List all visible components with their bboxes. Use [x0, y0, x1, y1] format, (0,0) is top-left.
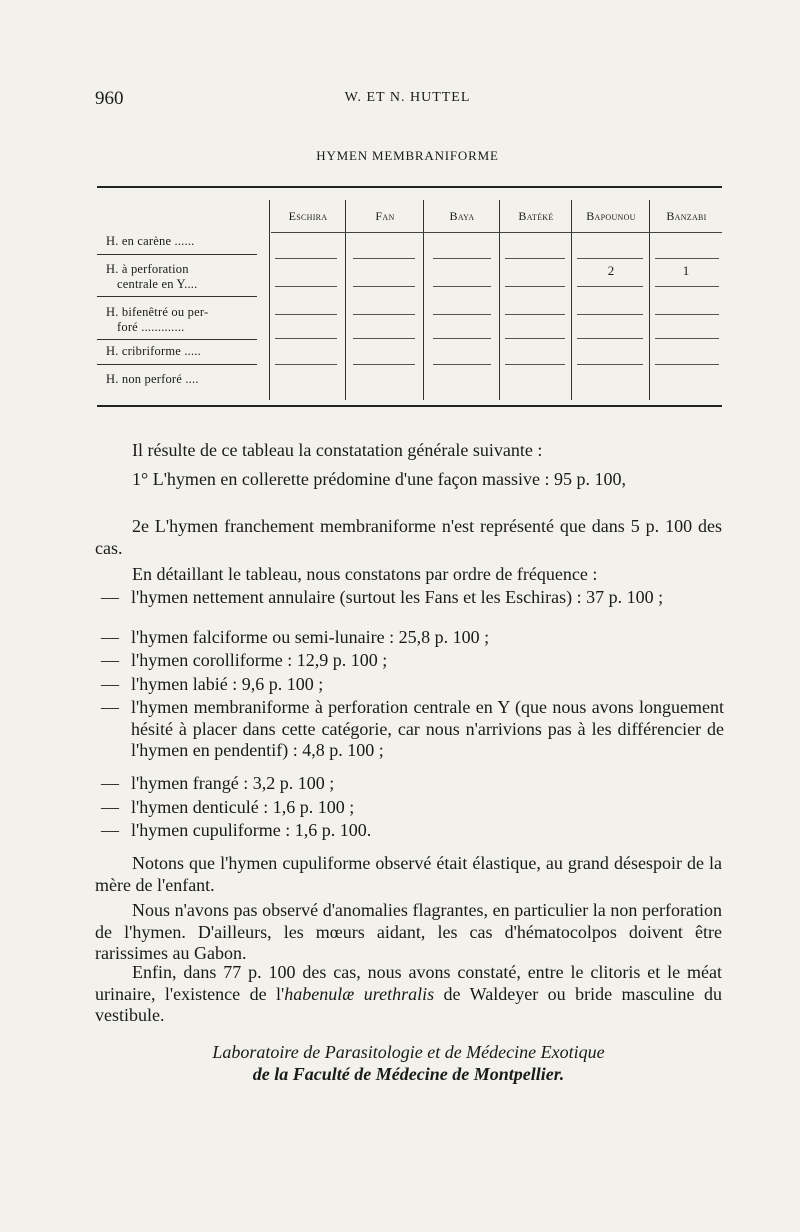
- list-item: [101, 674, 724, 696]
- row-label-perforation-line1: H. à perforation: [106, 262, 189, 276]
- cell-rule: [655, 314, 719, 315]
- cell-rule: [275, 364, 337, 365]
- page-number: 960: [95, 88, 124, 109]
- list-dash: —: [101, 697, 119, 717]
- cell-rule: [577, 286, 643, 287]
- paragraph-7-end: de Waldeyer ou bride masculine du vestibule.: [95, 983, 722, 1025]
- row-label-cribriforme: H. cribriforme .....: [106, 344, 201, 358]
- paragraph-4: En détaillant le tableau, nous constatons par ordre de fréquence :: [132, 564, 598, 584]
- row-label-non-perfore: H. non perforé ....: [106, 372, 199, 386]
- row-separator: [97, 296, 257, 297]
- cell-rule: [433, 314, 491, 315]
- row-label-bifenetre-line2: foré .............: [117, 320, 185, 334]
- list-item-text: l'hymen falciforme ou semi-lunaire : 25,8 p. 100 ;: [131, 627, 490, 647]
- cell-rule: [505, 338, 565, 339]
- column-header: Baya: [449, 209, 475, 223]
- row-separator: [97, 339, 257, 340]
- column-divider: [571, 200, 572, 400]
- table-title: HYMEN MEMBRANIFORME: [316, 148, 499, 163]
- cell-rule: [433, 258, 491, 259]
- column-header: Banzabi: [666, 209, 707, 223]
- column-divider: [423, 200, 424, 400]
- cell-rule: [275, 258, 337, 259]
- cell-rule: [353, 286, 415, 287]
- column-divider: [269, 200, 270, 400]
- table-bottom-rule: [97, 405, 722, 407]
- list-item: [101, 820, 724, 842]
- cell-rule: [655, 364, 719, 365]
- column-header: Bapounou: [586, 209, 636, 223]
- list-dash: —: [101, 650, 119, 670]
- column-divider: [649, 200, 650, 400]
- paragraph-3: 2e L'hymen franchement membraniforme n'est représenté que dans 5 p. 100 des cas.: [95, 516, 722, 558]
- list-dash: —: [101, 797, 119, 817]
- list-item-text: l'hymen frangé : 3,2 p. 100 ;: [131, 773, 335, 793]
- list-dash: —: [101, 674, 119, 694]
- paragraph-7-start: Enfin, dans 77 p. 100 des cas, nous avons constaté, entre le clitoris et le méat urinaire, l'existence de l': [95, 962, 722, 1004]
- row-label-bifenetre-line1: H. bifenêtré ou per-: [106, 305, 209, 319]
- cell-rule: [433, 286, 491, 287]
- column-divider: [499, 200, 500, 400]
- row-separator: [97, 254, 257, 255]
- cell-rule: [353, 338, 415, 339]
- column-header: Fan: [375, 209, 395, 223]
- data-table: [97, 186, 722, 408]
- list-item: [101, 773, 724, 795]
- list-item-text: l'hymen labié : 9,6 p. 100 ;: [131, 674, 324, 694]
- list-item-text: l'hymen corolliforme : 12,9 p. 100 ;: [131, 650, 388, 670]
- cell-rule: [275, 338, 337, 339]
- cell-value: 1: [682, 263, 690, 278]
- cell-rule: [353, 314, 415, 315]
- cell-rule: [353, 258, 415, 259]
- column-header: Eschira: [288, 209, 328, 223]
- running-head: [95, 88, 720, 112]
- cell-rule: [275, 286, 337, 287]
- list-item: [101, 697, 724, 762]
- cell-value: 2: [607, 263, 615, 278]
- header-underline: [271, 232, 722, 233]
- cell-rule: [577, 364, 643, 365]
- cell-rule: [655, 258, 719, 259]
- affiliation-line-1: Laboratoire de Parasitologie et de Médecine Exotique: [212, 1042, 605, 1062]
- cell-rule: [433, 364, 491, 365]
- cell-rule: [275, 314, 337, 315]
- column-divider: [345, 200, 346, 400]
- paragraph-1: Il résulte de ce tableau la constatation générale suivante :: [132, 440, 543, 460]
- list-item: [101, 587, 724, 609]
- row-label-perforation-line2: centrale en Y....: [117, 277, 198, 291]
- paragraph-7: [95, 962, 722, 1027]
- cell-rule: [433, 338, 491, 339]
- list-item-text: l'hymen nettement annulaire (surtout les Fans et les Eschiras) : 37 p. 100 ;: [131, 587, 664, 607]
- cell-rule: [505, 364, 565, 365]
- cell-rule: [655, 338, 719, 339]
- affiliation-line-2: [95, 1064, 722, 1085]
- list-item-text: l'hymen denticulé : 1,6 p. 100 ;: [131, 797, 355, 817]
- paragraph-6: Nous n'avons pas observé d'anomalies flagrantes, en particulier la non perforation de l'hymen. D'ailleurs, les mœurs aidant, les cas d'hématocolpos doivent être rarissimes au Gabon.: [95, 900, 722, 963]
- list-dash: —: [101, 773, 119, 793]
- column-header: Batéké: [518, 209, 554, 223]
- cell-rule: [505, 258, 565, 259]
- row-separator: [97, 364, 257, 365]
- cell-rule: [505, 314, 565, 315]
- paragraph-5: Notons que l'hymen cupuliforme observé était élastique, au grand désespoir de la mère de l'enfant.: [95, 853, 722, 895]
- cell-rule: [577, 338, 643, 339]
- list-item-text: l'hymen membraniforme à perforation centrale en Y (que nous avons longuement hésité à placer dans cette catégorie, car nous n'arrivions pas à les différencier de l'hymen en pendentif) : 4,8 p. 100 ;: [131, 697, 724, 760]
- running-title: W. ET N. HUTTEL: [344, 90, 471, 105]
- cell-rule: [655, 286, 719, 287]
- cell-rule: [505, 286, 565, 287]
- list-item: [101, 797, 724, 819]
- list-item: [101, 650, 724, 672]
- affiliation-line-2-text: de la Faculté de Médecine de Montpellier.: [252, 1064, 565, 1084]
- list-dash: —: [101, 820, 119, 840]
- row-label-carene: H. en carène ......: [106, 234, 195, 248]
- cell-rule: [577, 258, 643, 259]
- cell-rule: [577, 314, 643, 315]
- paragraph-7-italic: habenulæ urethralis: [284, 983, 435, 1004]
- list-item-text: l'hymen cupuliforme : 1,6 p. 100.: [131, 820, 372, 840]
- list-item: [101, 627, 724, 649]
- paragraph-2: 1° L'hymen en collerette prédomine d'une façon massive : 95 p. 100,: [132, 469, 627, 489]
- table-top-rule: [97, 186, 722, 188]
- list-dash: —: [101, 627, 119, 647]
- list-dash: —: [101, 587, 119, 607]
- cell-rule: [353, 364, 415, 365]
